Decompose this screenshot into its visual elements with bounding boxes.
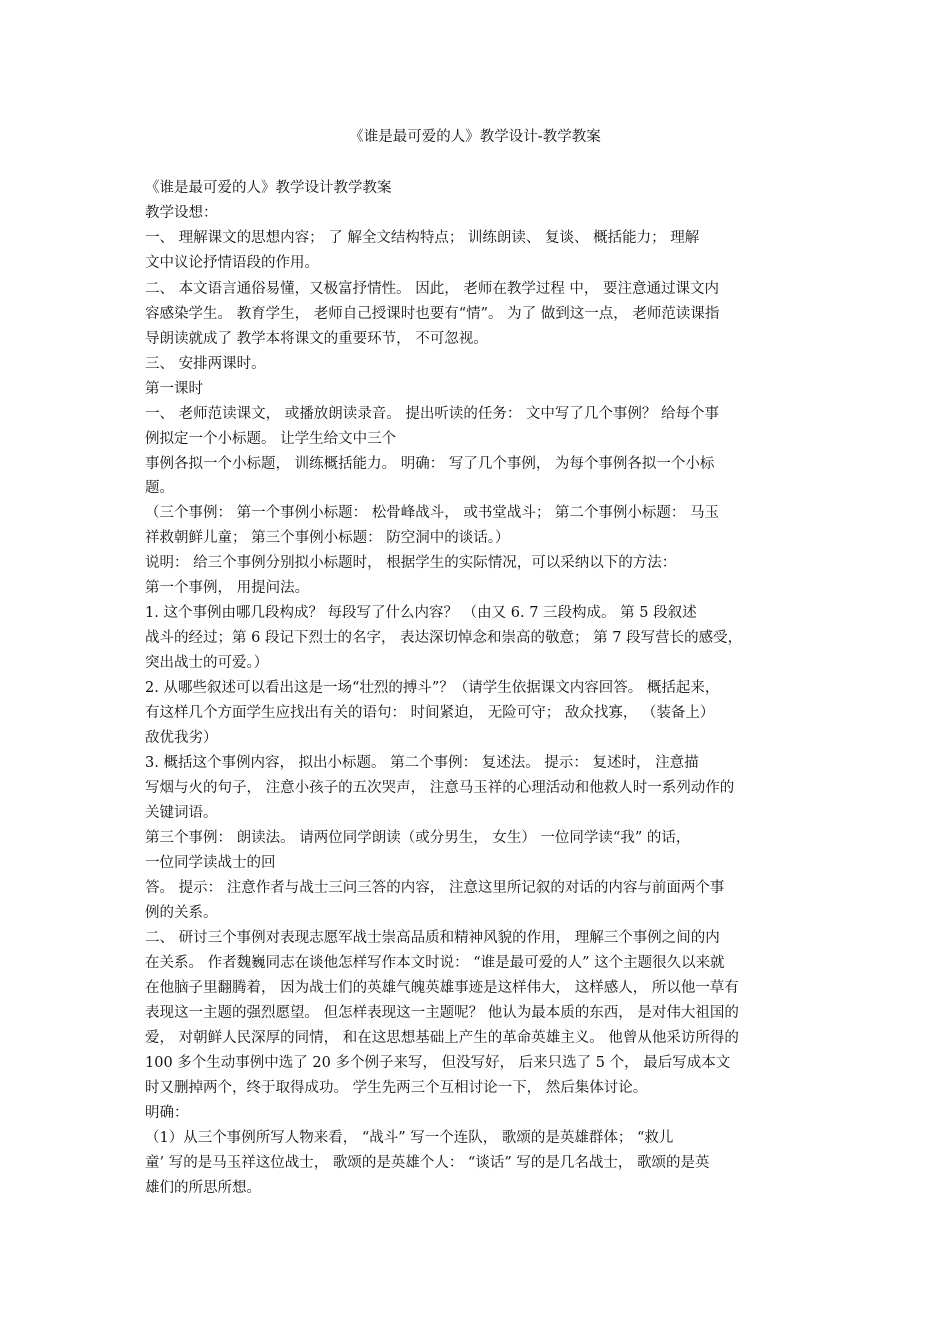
text-line: 第一课时 (145, 381, 203, 397)
text-line: 一、 理解课文的思想内容； 了 解全文结构特点； 训练朗读、 复谈、 概括能力； 理解 (145, 230, 700, 246)
text-line: 有这样几个方面学生应找出有关的语句： 时间紧迫， 无险可守； 敌众找寡， （装备上） (145, 705, 715, 721)
text-line: （三个事例： 第一个事例小标题： 松骨峰战斗， 或书堂战斗； 第二个事例小标题： 马玉 (145, 505, 720, 521)
text-line: 题。 (145, 480, 174, 496)
text-line: 1. 这个事例由哪几段构成？ 每段写了什么内容？ （由又 6. 7 三段构成。 第 5 段叙述 (145, 605, 697, 621)
text-line: 三、 安排两课时。 (145, 356, 266, 372)
text-line: 敌优我劣） (145, 730, 218, 746)
text-line: 时又删掉两个，终于取得成功。 学生先两三个互相讨论一下， 然后集体讨论。 (145, 1080, 648, 1096)
page-title: 《谁是最可爱的人》教学设计-教学教案 (349, 129, 601, 145)
text-line: 3. 概括这个事例内容， 拟出小标题。 第二个事例： 复述法。 提示： 复述时， 注意描 (145, 755, 699, 771)
text-line: 《谁是最可爱的人》教学设计教学教案 (145, 180, 392, 196)
text-line: 在他脑子里翻腾着， 因为战士们的英雄气魄英雄事迹是这样伟大， 这样感人， 所以他一草有 (145, 980, 739, 996)
text-line: 战斗的经过；第 6 段记下烈士的名字， 表达深切悼念和崇高的敬意； 第 7 段写营长的感受， (145, 630, 743, 646)
text-line: 事例各拟一个小标题， 训练概括能力。 明确： 写了几个事例， 为每个事例各拟一个小标 (145, 456, 715, 472)
text-line: 写烟与火的句子， 注意小孩子的五次哭声， 注意马玉祥的心理活动和他救人时一系列动作的 (145, 780, 735, 796)
text-line: 例拟定一个小标题。 让学生给文中三个 (145, 431, 397, 447)
text-line: 100 多个生动事例中选了 20 多个例子来写， 但没写好， 后来只选了 5 个， 最后写成本文 (145, 1055, 731, 1071)
text-line: 第一个事例， 用提问法。 (145, 580, 310, 596)
text-line: （1）从三个事例所写人物来看， “战斗” 写一个连队， 歌颂的是英雄群体； “救儿 (145, 1130, 674, 1146)
text-line: 在关系。 作者魏巍同志在谈他怎样写作本文时说： “谁是最可爱的人” 这个主题很久以来就 (145, 955, 725, 971)
text-line: 爱， 对朝鲜人民深厚的同情， 和在这思想基础上产生的革命英雄主义。 他曾从他采访所得的 (145, 1030, 739, 1046)
text-line: 文中议论抒情语段的作用。 (145, 255, 319, 271)
text-line: 祥救朝鲜儿童； 第三个事例小标题： 防空洞中的谈话。） (145, 530, 510, 546)
text-line: 童’ 写的是马玉祥这位战士， 歌颂的是英雄个人： “谈话” 写的是几名战士， 歌颂的是英 (145, 1155, 710, 1171)
text-line: 一位同学读战士的回 (145, 855, 276, 871)
text-line: 雄们的所思所想。 (145, 1180, 261, 1196)
text-line: 突出战士的可爱。） (145, 655, 269, 671)
text-line: 二、 本文语言通俗易懂，又极富抒情性。 因此， 老师在教学过程 中， 要注意通过课文内 (145, 281, 720, 297)
text-line: 一、 老师范读课文， 或播放朗读录音。 提出听读的任务： 文中写了几个事例？ 给每个事 (145, 406, 720, 422)
text-line: 答。 提示： 注意作者与战士三问三答的内容， 注意这里所记叙的对话的内容与前面两个事 (145, 880, 725, 896)
text-line: 教学设想： (145, 205, 218, 221)
text-line: 第三个事例： 朗读法。 请两位同学朗读（或分男生， 女生） 一位同学读“我” 的话， (145, 830, 691, 846)
text-line: 容感染学生。 教育学生， 老师自己授课时也要有“情”。 为了 做到这一点， 老师范读课指 (145, 306, 720, 322)
text-line: 明确： (145, 1105, 189, 1121)
text-line: 关键词语。 (145, 805, 218, 821)
text-line: 导朗读就成了 教学本将课文的重要环节， 不可忽视。 (145, 331, 488, 347)
text-line: 二、 研讨三个事例对表现志愿军战士崇高品质和精神风貌的作用， 理解三个事例之间的内 (145, 930, 720, 946)
text-line: 表现这一主题的强烈愿望。 但怎样表现这一主题呢？ 他认为最本质的东西， 是对伟大祖国的 (145, 1005, 739, 1021)
text-line: 2. 从哪些叙述可以看出这是一场“壮烈的搏斗”？（请学生依据课文内容回答。 概括起来， (145, 680, 720, 696)
text-line: 例的关系。 (145, 905, 218, 921)
text-line: 说明： 给三个事例分别拟小标题时， 根据学生的实际情况，可以采纳以下的方法： (145, 555, 677, 571)
